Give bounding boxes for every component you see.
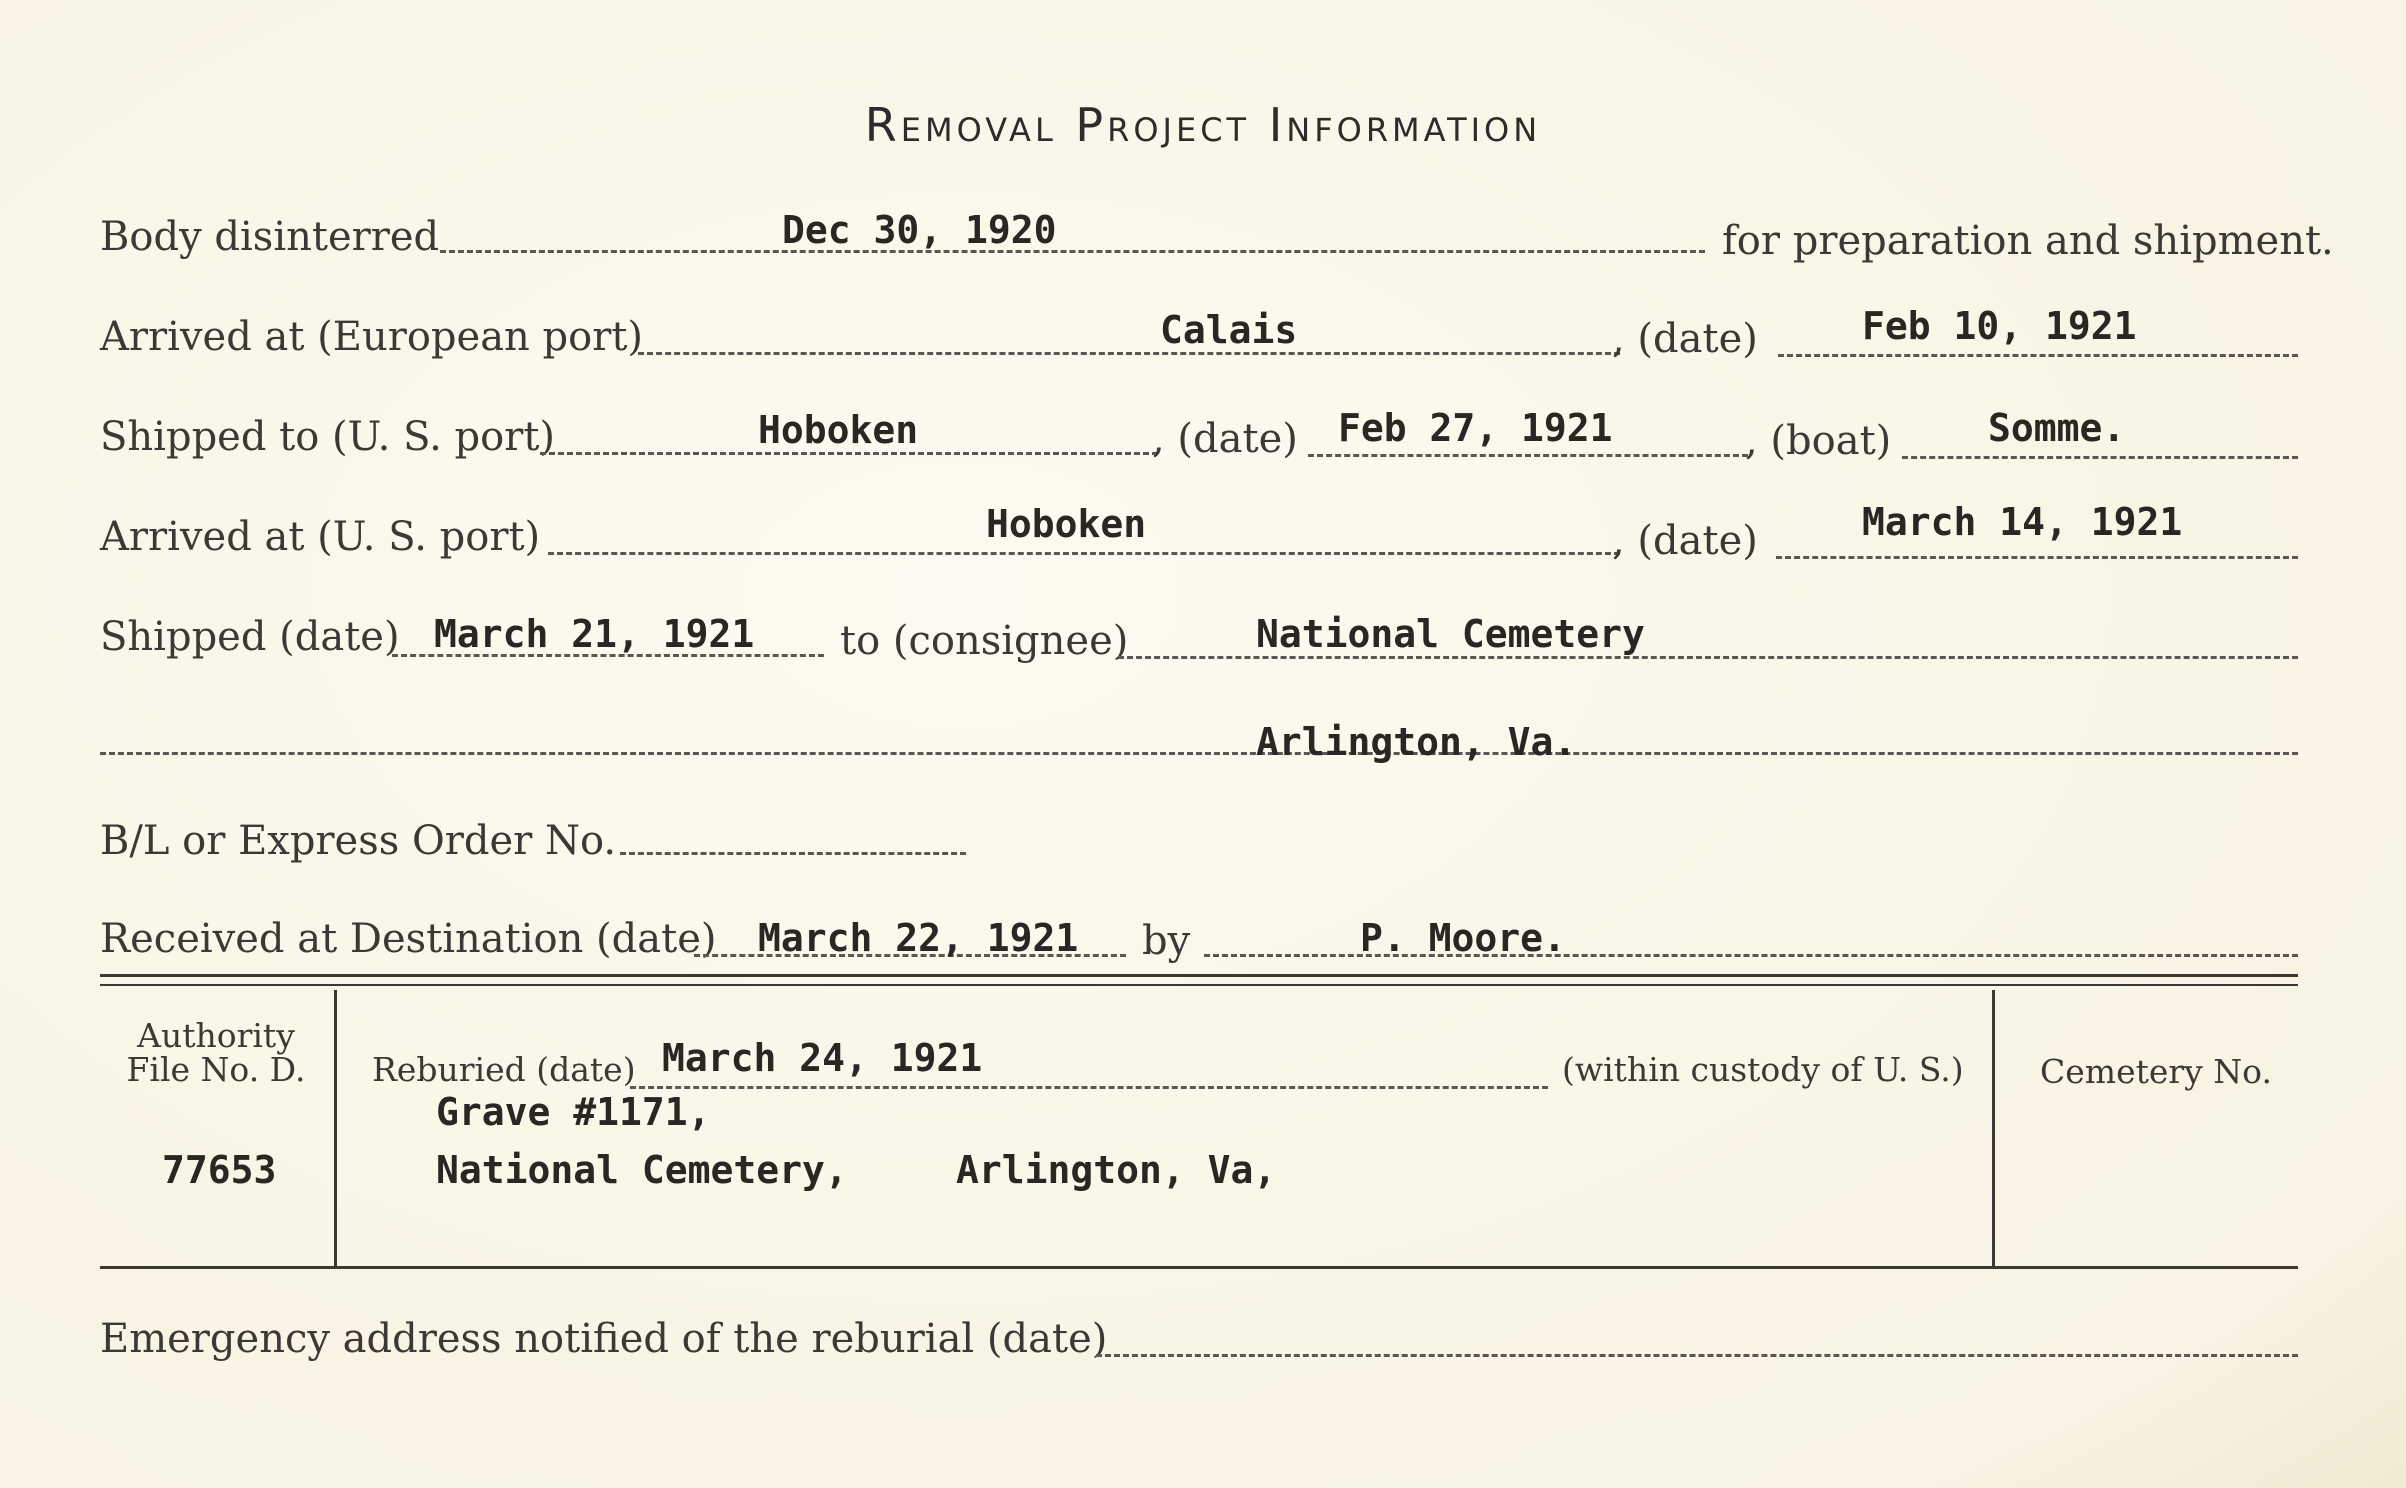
arrived-us-date: March 14, 1921	[1862, 500, 2183, 544]
consignee-label: to (consignee)	[840, 618, 1129, 664]
emergency-label: Emergency address notified of the reburial (date)	[100, 1316, 1108, 1362]
body-disinterred-label: Body disinterred	[100, 214, 440, 260]
arrived-us-date-label: , (date)	[1612, 518, 1758, 564]
authority-file-no: 77653	[162, 1148, 277, 1192]
reburied-date-line	[630, 1086, 1548, 1089]
received-by: P. Moore.	[1360, 916, 1566, 960]
custody-label: (within custody of U. S.)	[1562, 1050, 1964, 1089]
shipped-us-line	[540, 452, 1158, 455]
shipped-us-boat-line	[1902, 456, 2298, 459]
shipped-date-label: Shipped (date)	[100, 614, 400, 660]
authority-divider	[334, 990, 337, 1266]
arrived-european-label: Arrived at (European port)	[100, 314, 644, 360]
arrived-us-label: Arrived at (U. S. port)	[100, 514, 541, 560]
shipped-us-date: Feb 27, 1921	[1338, 406, 1613, 450]
arrived-us-line	[548, 552, 1620, 555]
received-date: March 22, 1921	[758, 916, 1079, 960]
authority-label-2: File No. D.	[126, 1050, 306, 1089]
reburied-grave: Grave #1171,	[436, 1090, 711, 1134]
shipped-us-port: Hoboken	[758, 408, 919, 452]
received-by-label: by	[1142, 918, 1191, 964]
cemetery-divider	[1992, 990, 1995, 1266]
shipped-us-date-label: , (date)	[1152, 416, 1298, 462]
shipped-us-label: Shipped to (U. S. port)	[100, 414, 555, 460]
arrived-european-port: Calais	[1160, 308, 1298, 352]
reburied-cemetery: National Cemetery,	[436, 1148, 848, 1192]
shipped-us-date-line	[1308, 454, 1748, 457]
body-disinterred-line	[440, 250, 1705, 253]
body-disinterred-suffix: for preparation and shipment.	[1722, 218, 2334, 264]
shipped-date: March 21, 1921	[434, 612, 755, 656]
reburied-label: Reburied (date)	[372, 1050, 636, 1089]
arrived-european-date-line	[1778, 354, 2298, 357]
consignee-line-1: National Cemetery	[1256, 612, 1645, 656]
received-label: Received at Destination (date)	[100, 916, 717, 962]
arrived-european-date-label: , (date)	[1612, 316, 1758, 362]
divider-top-1	[100, 974, 2298, 977]
authority-label-1: Authority	[137, 1016, 295, 1055]
reburied-location: Arlington, Va,	[956, 1148, 1277, 1192]
cemetery-no-label: Cemetery No.	[2040, 1052, 2272, 1091]
consignee-line	[1118, 656, 2298, 659]
emergency-line	[1096, 1354, 2298, 1357]
arrived-us-port: Hoboken	[986, 502, 1147, 546]
divider-top-2	[100, 984, 2298, 986]
arrived-european-line	[638, 352, 1620, 355]
arrived-european-date: Feb 10, 1921	[1862, 304, 2137, 348]
consignee-line-2: Arlington, Va.	[1256, 720, 1577, 764]
divider-bottom	[100, 1266, 2298, 1269]
form-title: Removal Project Information	[864, 98, 1542, 152]
shipped-us-boat: Somme.	[1988, 406, 2126, 450]
bl-order-line	[620, 852, 966, 855]
reburied-date: March 24, 1921	[662, 1036, 983, 1080]
bl-order-label: B/L or Express Order No.	[100, 818, 617, 864]
consignee-continuation-line	[100, 752, 2298, 755]
arrived-us-date-line	[1776, 556, 2298, 559]
body-disinterred-value: Dec 30, 1920	[782, 208, 1057, 252]
shipped-us-boat-label: , (boat)	[1745, 418, 1892, 464]
